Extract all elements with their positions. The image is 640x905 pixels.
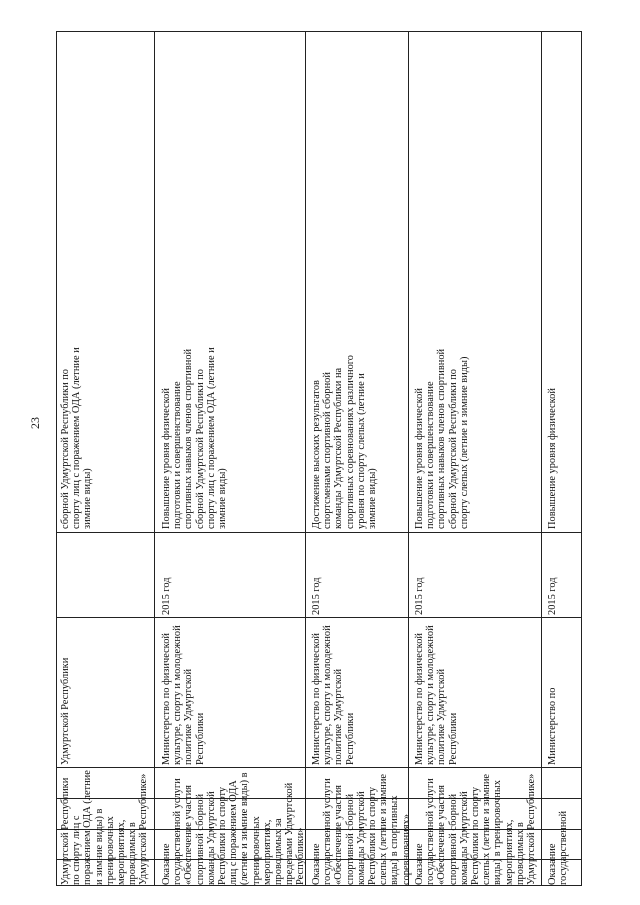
result-cell: Повышение уровня физической подготовки и совершенствование спортивных навыков членов спортивной сборной Удмуртской Республики по спорту лиц с поражением ОДА (летние и зимние виды) <box>161 347 229 529</box>
ministry-cell: Министерство по физической культуре, спорту и молодежной политике Удмуртской Республики <box>161 625 206 765</box>
result-cell: сборной Удмуртской Республики по спорту лиц с поражением ОДА (летние и зимние виды) <box>60 347 94 529</box>
table-row <box>541 32 583 887</box>
service-cell: Оказание государственной <box>547 810 570 885</box>
ministry-cell: Министерство по физической культуре, спорту и молодежной политике Удмуртской Республики <box>311 625 356 765</box>
ministry-cell: Удмуртской Республики <box>60 657 71 765</box>
service-cell: Удмуртской Республики по спорту лиц с поражением ОДА (летние и зимние виды) в тренировочных мероприятиях, проводимых в Удмуртской Республике» <box>60 770 150 885</box>
year-cell: 2015 год <box>547 577 558 615</box>
ministry-cell: Министерство по физической культуре, спорту и молодежной политике Удмуртской Республики <box>414 625 459 765</box>
service-cell: Оказание государственной услуги «Обеспечение участия спортивной сборной команды Удмуртской Республики по спорту слепых (летние и зимние виды) в спортивных соревнованиях» <box>311 773 412 885</box>
result-cell: Повышение уровня физической подготовки и совершенствование спортивных навыков членов спортивной сборной Удмуртской Республики по спорту слепых (летние и зимние виды) <box>414 348 470 529</box>
year-cell: 2015 год <box>161 577 172 615</box>
table-row <box>305 32 412 887</box>
program-table <box>56 31 582 886</box>
table-row <box>154 32 305 887</box>
ministry-cell: Министерство по <box>547 687 558 765</box>
table-row <box>57 32 154 887</box>
year-cell: 2015 год <box>311 577 322 615</box>
year-cell: 2015 год <box>414 577 425 615</box>
year-cell <box>60 535 154 615</box>
table-row <box>408 32 541 887</box>
result-cell: Повышение уровня физической <box>547 388 558 529</box>
service-cell: Оказание государственной услуги «Обеспечение участия спортивной сборной команды Удмуртской Республики по спорту слепых (летние и зимние виды) в тренировочных мероприятиях, проводимых в Удмуртской Республике» <box>414 773 538 885</box>
service-cell: Оказание государственной услуги «Обеспечение участия спортивной сборной команды Удмуртской Республики по спорту лиц с поражением ОДА (летние и зимние виды) в тренировочных мероприятиях, проводимых за пределами Удмуртской Республики» <box>161 772 307 885</box>
result-cell: Достижение высоких результатов спортсменами спортивной сборной команды Удмуртской Республики на спортивных соревнованиях различного уровня по спорту слепых (летние и зимние виды) <box>311 355 379 529</box>
page-number: 23 <box>28 417 42 429</box>
